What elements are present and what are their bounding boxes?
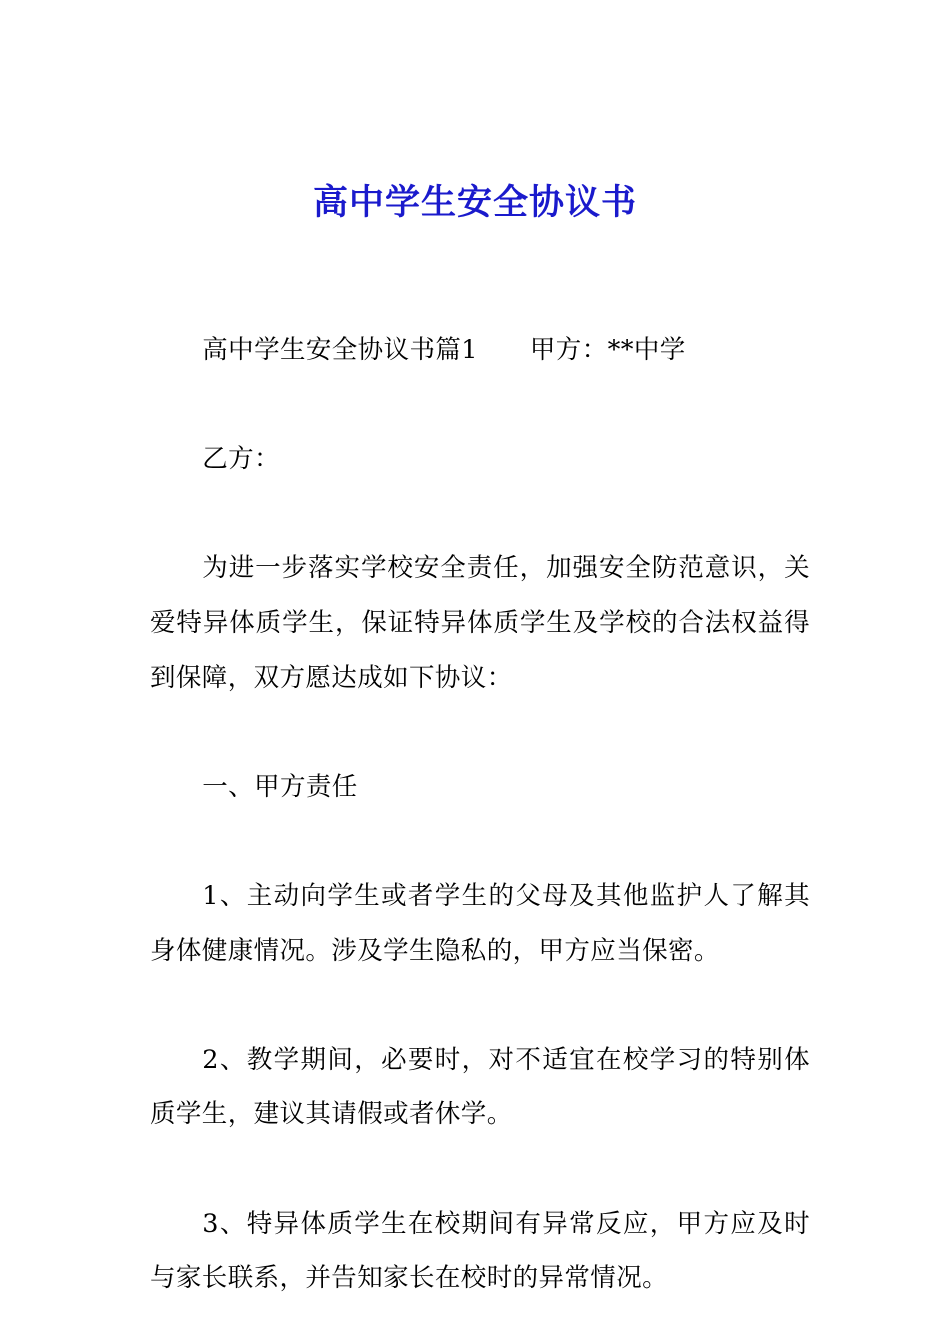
clause-1: 1、主动向学生或者学生的父母及其他监护人了解其身体健康情况。涉及学生隐私的，甲方应当保密。	[150, 880, 810, 966]
section-heading-party-a-duties: 一、甲方责任	[202, 771, 358, 802]
clause-3: 3、特异体质学生在校期间有异常反应，甲方应及时与家长联系，并告知家长在校时的异常情况。	[150, 1208, 810, 1294]
paragraph-intro: 为进一步落实学校安全责任，加强安全防范意识，关爱特异体质学生，保证特异体质学生及学校的合法权益得到保障，双方愿达成如下协议：	[150, 553, 810, 693]
party-b-line: 乙方：	[202, 444, 280, 475]
clause-2: 2、教学期间，必要时，对不适宜在校学习的特别体质学生，建议其请假或者休学。	[150, 1044, 810, 1130]
document-title: 高中学生安全协议书	[312, 182, 637, 223]
document-body	[150, 323, 810, 1306]
header-line	[150, 323, 810, 378]
section-label: 高中学生安全协议书篇1	[202, 335, 478, 365]
party-a-line: 甲方：**中学	[529, 335, 686, 365]
